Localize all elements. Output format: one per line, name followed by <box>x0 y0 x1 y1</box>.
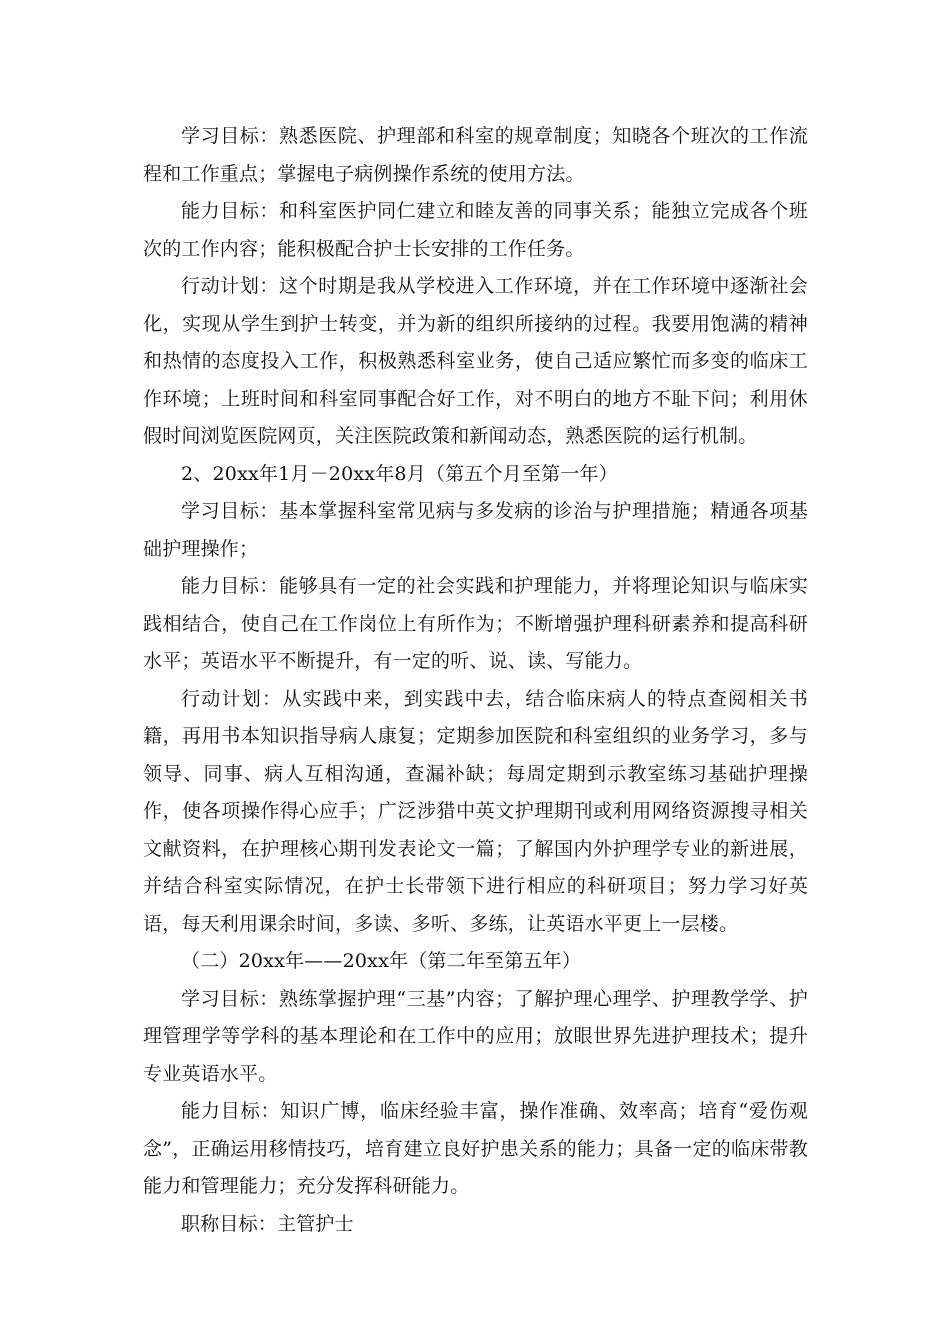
document-body <box>143 118 808 1243</box>
paragraph-title-goal: 职称目标：主管护士 <box>181 1212 354 1235</box>
section-heading-part-2: （二）20xx年——20xx年（第二年至第五年） <box>181 950 582 972</box>
paragraph-ability-goal-2: 能力目标：能够具有一定的社会实践和护理能力，并将理论知识与临床实践相结合，使自己在工作岗位上有所作为；不断增强护理科研素养和提高科研水平；英语水平不断提升，有一定的听、说、读、写能力。 <box>143 575 808 672</box>
section-heading-period-2: 2、20xx年1月－20xx年8月（第五个月至第一年） <box>181 462 618 485</box>
paragraph-ability-goal-3: 能力目标：知识广博，临床经验丰富，操作准确、效率高；培育“爱伤观念”，正确运用移情技巧，培育建立良好护患关系的能力；具备一定的临床带教能力和管理能力；充分发挥科研能力。 <box>143 1100 808 1197</box>
paragraph-learning-goal-3: 学习目标：熟练掌握护理“三基”内容；了解护理心理学、护理教学学、护理管理学等学科的基本理论和在工作中的应用；放眼世界先进护理技术；提升专业英语水平。 <box>143 987 808 1085</box>
paragraph-action-plan-2: 行动计划：从实践中来，到实践中去，结合临床病人的特点查阅相关书籍，再用书本知识指导病人康复；定期参加医院和科室组织的业务学习，多与领导、同事、病人互相沟通，查漏补缺；每周定期到示教室练习基础护理操作，使各项操作得心应手；广泛涉猎中英文护理期刊或利用网络资源搜寻相关文献资料，在护理核心期刊发表论文一篇；了解国内外护理学专业的新进展，并结合科室实际情况，在护士长带领下进行相应的科研项目；努力学习好英语，每天利用课余时间，多读、多听、多练，让英语水平更上一层楼。 <box>143 687 808 935</box>
paragraph-ability-goal-1: 能力目标：和科室医护同仁建立和睦友善的同事关系；能独立完成各个班次的工作内容；能积极配合护士长安排的工作任务。 <box>143 200 808 260</box>
paragraph-learning-goal-2: 学习目标：基本掌握科室常见病与多发病的诊治与护理措施；精通各项基础护理操作； <box>143 500 808 560</box>
paragraph-learning-goal-1: 学习目标：熟悉医院、护理部和科室的规章制度；知晓各个班次的工作流程和工作重点；掌握电子病例操作系统的使用方法。 <box>143 125 808 185</box>
paragraph-action-plan-1: 行动计划：这个时期是我从学校进入工作环境，并在工作环境中逐渐社会化，实现从学生到护士转变，并为新的组织所接纳的过程。我要用饱满的精神和热情的态度投入工作，积极熟悉科室业务，使自己适应繁忙而多变的临床工作环境；上班时间和科室同事配合好工作，对不明白的地方不耻下问；利用休假时间浏览医院网页，关注医院政策和新闻动态，熟悉医院的运行机制。 <box>143 275 808 447</box>
